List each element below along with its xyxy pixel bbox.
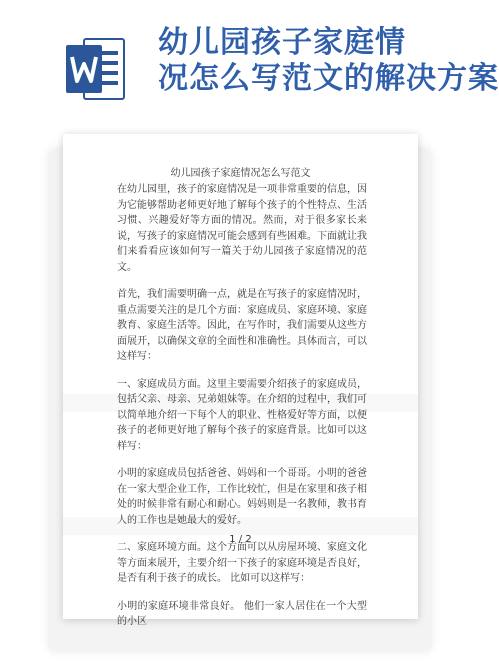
paragraph: 二、家庭环境方面。这个方面可以从房屋环境、家庭文化等方面来展开，主要介绍一下孩子的家庭环境是否良好，是否有利于孩子的成长。 比如可以这样写： [117, 542, 367, 584]
headline-line-1: 幼儿园孩子家庭情 [158, 25, 406, 60]
paragraph: 首先，我们需要明确一点，就是在写孩子的家庭情况时，重点需要关注的是几个方面：家庭成员、家庭环境、家庭教育、家庭生活等。因此，在写作时，我们需要从这些方面展开，以确保文章的全面性和准确性。具体而言，可以这样写： [117, 289, 367, 362]
word-document-icon [64, 33, 126, 105]
paragraph: 在幼儿园里，孩子的家庭情况是一项非常重要的信息，因为它能够帮助老师更好地了解每个孩子的个性特点、生活习惯、兴趣爱好等方面的情况。然而，对于很多家长来说，写孩子的家庭情况可能会感到有些困难。下面就让我们来看看应该如何写一篇关于幼儿园孩子家庭情况的范文。 [117, 184, 367, 273]
document-page [63, 134, 418, 627]
paragraph: 小明的家庭环境非常良好。 他们一家人居住在一个大型的小区 [117, 600, 367, 627]
page-number: 1 / 2 [229, 534, 252, 545]
paragraph: 一、家庭成员方面。这里主要需要介绍孩子的家庭成员，包括父亲、母亲、兄弟姐妹等。在介绍的过程中，我们可以简单地介绍一下每个人的职业、性格爱好等方面，以便孩子的老师更好地了解每个孩子的家庭背景。比如可以这样写： [117, 378, 367, 452]
document-title: 幼儿园孩子家庭情况怎么写范文 [170, 168, 311, 179]
headline-line-2: 况怎么写范文的解决方案 [158, 61, 499, 96]
paragraph: 小明的家庭成员包括爸爸、妈妈和一个哥哥。小明的爸爸在一家大型企业工作，工作比较忙，但是在家里和孩子相处的时候非常有耐心和耐心。妈妈则是一名教师，教书育人的工作也是她最大的爱好。 [117, 468, 367, 526]
document-body [117, 182, 367, 642]
headline [158, 25, 499, 97]
